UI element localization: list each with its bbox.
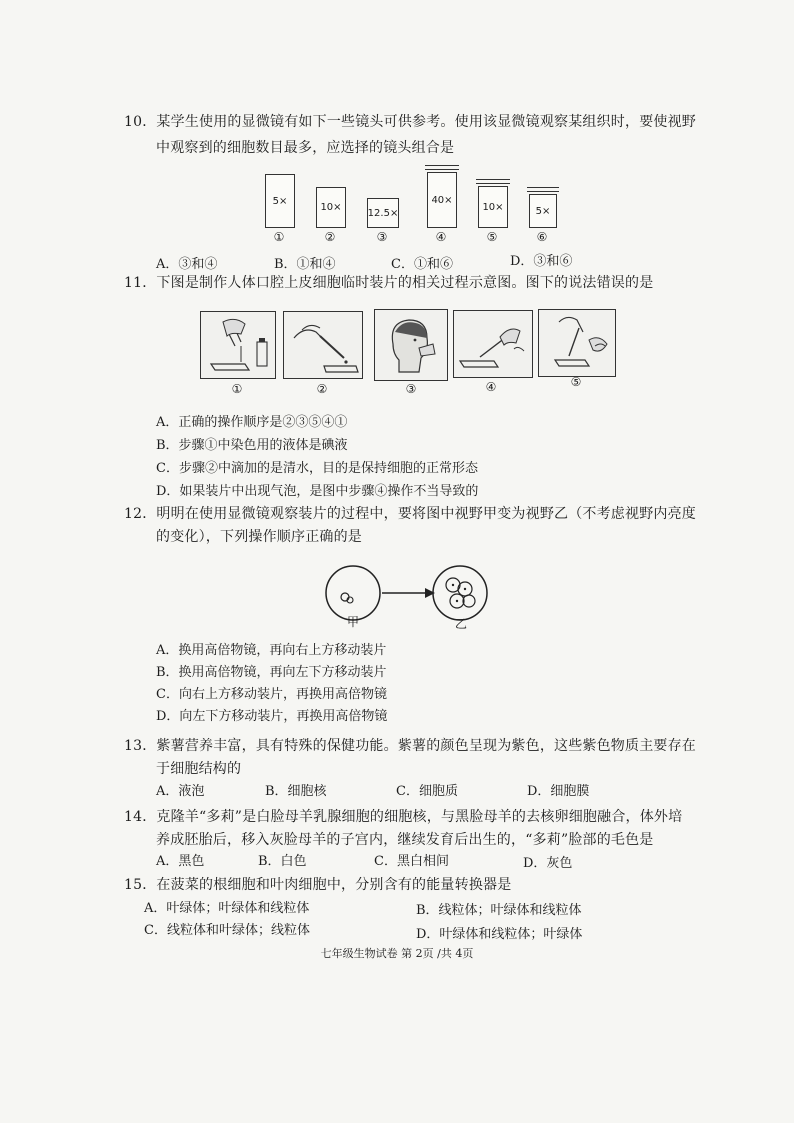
step-2-number: ② [316,382,328,396]
q12-option-a: A．换用高倍物镜，再向右上方移动装片 [156,643,387,658]
lens-6-mark: 5× [535,205,551,217]
lens-2-number: ② [324,230,336,244]
q11-option-c: C．步骤②中滴加的是清水，目的是保持细胞的正常形态 [156,461,478,476]
q14-line2: 养成胚胎后，移入灰脸母羊的子宫内，继续发育后出生的，“多莉”脸部的毛色是 [156,832,654,848]
step-4-image [453,310,533,378]
step-1-number: ① [231,382,243,396]
lens-2-mark: 10× [320,202,342,213]
lens-2 [316,187,346,228]
q10-option-a: A．③和④ [156,257,218,272]
lens-4-mark: 40× [431,194,453,206]
q14-option-d: D．灰色 [523,856,573,871]
field-b-label: 乙 [454,617,467,631]
q15-line1: 15．在菠菜的根细胞和叶肉细胞中，分别含有的能量转换器是 [124,877,512,893]
q10-line1: 10．某学生使用的显微镜有如下一些镜头可供参考。使用该显微镜观察某组织时，要使视野 [124,114,697,130]
q15-option-a: A．叶绿体；叶绿体和线粒体 [144,901,310,916]
step-1-image [200,311,276,379]
lens-1-number: ① [273,230,285,244]
lens-5-number: ⑤ [486,230,498,244]
lens-3-number: ③ [376,230,388,244]
q13-line1: 13．紫薯营养丰富，具有特殊的保健功能。紫薯的颜色呈现为紫色，这些紫色物质主要存在 [124,738,697,754]
field-a-label: 甲 [346,615,359,629]
q10-line2: 中观察到的细胞数目最多，应选择的镜头组合是 [156,140,455,156]
q12-option-b: B．换用高倍物镜，再向左下方移动装片 [156,665,387,680]
q12-option-d: D．向左下方移动装片，再换用高倍物镜 [156,709,388,724]
step-2-image [283,311,363,379]
q11-line1: 11．下图是制作人体口腔上皮细胞临时装片的相关过程示意图。图下的说法错误的是 [124,275,654,291]
lens-4-number: ④ [435,230,447,244]
lens-5-mark: 10× [482,201,504,213]
step-5-number: ⑤ [570,375,582,389]
step-5-image [538,309,616,377]
q15-option-d: D．叶绿体和线粒体；叶绿体 [416,927,583,942]
q15-option-b: B．线粒体；叶绿体和线粒体 [416,903,582,918]
q15-option-c: C．线粒体和叶绿体；线粒体 [144,923,310,938]
step-3-number: ③ [405,382,417,396]
q13-option-c: C．细胞质 [396,784,458,799]
q14-line1: 14．克隆羊“多莉”是白脸母羊乳腺细胞的细胞核，与黑脸母羊的去核卵细胞融合，体外培 [124,809,683,825]
q12-line2: 的变化），下列操作顺序正确的是 [156,529,362,545]
q11-option-d: D．如果装片中出现气泡，是图中步骤④操作不当导致的 [156,484,479,499]
q10-option-d: D．③和⑥ [510,254,573,269]
lens-3 [367,198,399,228]
lens-4 [427,172,457,228]
q12-line1: 12．明明在使用显微镜观察装片的过程中，要将图中视野甲变为视野乙（不考虑视野内亮度 [124,506,697,522]
q14-option-a: A．黑色 [156,854,205,869]
step-4-number: ④ [485,380,497,394]
lens-5 [478,186,508,228]
q13-line2: 于细胞结构的 [156,761,242,777]
q13-option-b: B．细胞核 [265,784,327,799]
q11-option-a: A．正确的操作顺序是②③⑤④① [156,415,348,430]
step-3-image [374,309,448,381]
lens-6-number: ⑥ [536,230,548,244]
lens-1 [265,174,295,228]
q12-option-c: C．向右上方移动装片，再换用高倍物镜 [156,687,387,702]
q13-option-d: D．细胞膜 [527,784,590,799]
q10-option-b: B．①和④ [274,257,336,272]
q13-option-a: A．液泡 [156,784,205,799]
page-footer: 七年级生物试卷 第 2页 /共 4页 [320,947,474,960]
q14-option-b: B．白色 [258,854,307,869]
q11-option-b: B．步骤①中染色用的液体是碘液 [156,438,348,453]
q14-option-c: C．黑白相间 [374,854,449,869]
lens-6 [529,194,557,228]
q10-option-c: C．①和⑥ [391,257,453,272]
lens-1-mark: 5× [272,195,288,207]
lens-3-mark: 12.5× [367,207,399,219]
